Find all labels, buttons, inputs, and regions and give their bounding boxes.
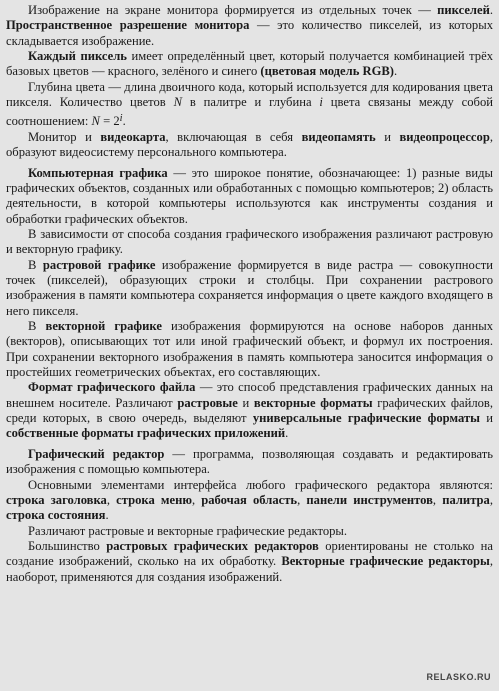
text-run: = 2 xyxy=(99,114,120,129)
paragraph xyxy=(6,49,493,80)
term-bold: пикселей xyxy=(437,3,490,17)
text-run: изображения формируются на основе наборов данных (векторов), описывающих тот или иной графический объект, и формул их построения. При сохранении векторного изображения в память компьютера заносится информация о простейших геометрических объектах, его составляющих. xyxy=(6,319,493,380)
term-bold: Графический редактор xyxy=(28,446,165,461)
text-run: , xyxy=(432,492,443,507)
term-bold: растровых графических редакторов xyxy=(106,538,319,553)
variable-italic: N xyxy=(91,114,100,129)
paragraph xyxy=(6,380,493,441)
paragraph xyxy=(6,524,493,539)
term-bold: Каждый xyxy=(28,49,76,64)
text-run: Изображение на экране монитора формируется из отдельных точек — xyxy=(28,3,438,17)
term-bold: Компьютерная графика xyxy=(28,165,168,180)
term-bold: строка меню xyxy=(116,492,192,507)
text-run: В зависимости от способа создания графического изображения различают растровую и векторную графику. xyxy=(6,227,493,257)
text-body xyxy=(6,3,493,585)
text-run: , наоборот, применяются для создания изображений. xyxy=(6,554,493,584)
term-bold: векторной графике xyxy=(45,319,162,334)
text-run: в палитре и глубина xyxy=(182,95,320,110)
variable-italic: i xyxy=(319,95,323,110)
text-run: и xyxy=(375,129,400,144)
term-bold: строка заголовка xyxy=(6,492,107,507)
term-bold: видеопамять xyxy=(301,129,376,144)
term-bold: растровой графике xyxy=(42,257,156,272)
text-run: Различают растровые и векторные графические редакторы. xyxy=(28,523,348,538)
term-bold: пиксель xyxy=(80,49,127,64)
text-run: Основными элементами интерфейса любого графического редактора являются: xyxy=(28,477,493,492)
paragraph xyxy=(6,319,493,380)
term-bold: видеопроцессор xyxy=(399,129,490,144)
text-run: — это количество пикселей, из которых складывается изображение. xyxy=(6,18,493,48)
text-run: графических файлов, среди которых, в свою очередь, выделяют xyxy=(6,395,493,426)
text-run: , xyxy=(297,492,307,507)
text-run: — программа, позволяющая создавать и редактировать изображения с помощью компьютера. xyxy=(6,446,493,477)
text-run: ориентированы не столько на создание изображений, сколько на их обработку. xyxy=(6,538,494,569)
term-bold: панели инструментов xyxy=(306,492,433,507)
term-bold: палитра xyxy=(442,492,490,507)
text-run: . xyxy=(122,114,126,129)
term-bold: видеокарта xyxy=(100,129,166,144)
term-bold: (цветовая модель RGB) xyxy=(260,64,394,79)
watermark: RELASKO.RU xyxy=(426,671,491,682)
text-run: имеет определённый цвет, который получается комбинацией трёх базовых цветов — красного, зелёного и синего xyxy=(6,49,493,79)
term-bold: строка состояния xyxy=(6,508,106,523)
term-bold: Векторные графические редакторы xyxy=(281,554,490,569)
paragraph xyxy=(6,447,493,478)
text-run: В xyxy=(28,257,43,272)
paragraph xyxy=(6,166,493,227)
paragraph xyxy=(6,3,493,49)
term-bold: Пространственное разрешение монитора xyxy=(6,18,250,33)
text-run: , xyxy=(106,492,117,507)
text-run: — это способ представления графических данных на внешнем носителе. Различают xyxy=(6,380,493,410)
variable-italic: N xyxy=(173,95,183,110)
text-run: изображение формируется в виде растра — совокупности точек (пикселей), образующих строки и столбцы. При сохранении растрового изображения в памяти компьютера сохраняется информация о цвете каждого входящего в него пикселя. xyxy=(6,257,493,318)
term-bold: рабочая область xyxy=(201,492,298,507)
term-bold: собственные форматы графических приложений xyxy=(6,426,286,441)
term-bold: Формат графического файла xyxy=(28,380,196,395)
text-run: и xyxy=(479,411,494,426)
paragraph xyxy=(6,258,493,319)
text-run: цвета связаны между собой соотношением: xyxy=(6,95,493,129)
text-run: В xyxy=(28,319,46,334)
text-run: . xyxy=(285,426,289,441)
paragraph xyxy=(6,80,493,130)
text-run: , включающая в себя xyxy=(165,129,302,144)
text-run: — это широкое понятие, обозначающее: 1) разные виды графических объектов, созданных или обработанных с помощью компьютеров; 2) область деятельности, в которой компьютеры используются как инструменты создания и обработки графических объектов. xyxy=(6,165,493,226)
text-run: Глубина цвета — длина двоичного кода, который используется для кодирования цвета пикселя. Количество цветов xyxy=(6,79,493,110)
text-run: . xyxy=(489,3,493,17)
paragraph xyxy=(6,227,493,258)
text-run: Большинство xyxy=(28,538,107,553)
text-run: . xyxy=(394,64,398,79)
text-run: , xyxy=(191,492,202,507)
term-bold: растровые xyxy=(177,395,238,410)
paragraph xyxy=(6,478,493,524)
text-run: , xyxy=(489,492,493,507)
paragraph xyxy=(6,539,493,585)
text-run: и xyxy=(237,395,254,410)
superscript: i xyxy=(119,112,123,124)
text-run: . xyxy=(105,508,109,523)
term-bold: универсальные графические форматы xyxy=(252,411,480,426)
paragraph xyxy=(6,130,493,161)
text-run: Монитор и xyxy=(28,129,101,144)
text-run: , образуют видеосистему персонального компьютера. xyxy=(6,129,493,160)
term-bold: векторные форматы xyxy=(253,395,373,410)
